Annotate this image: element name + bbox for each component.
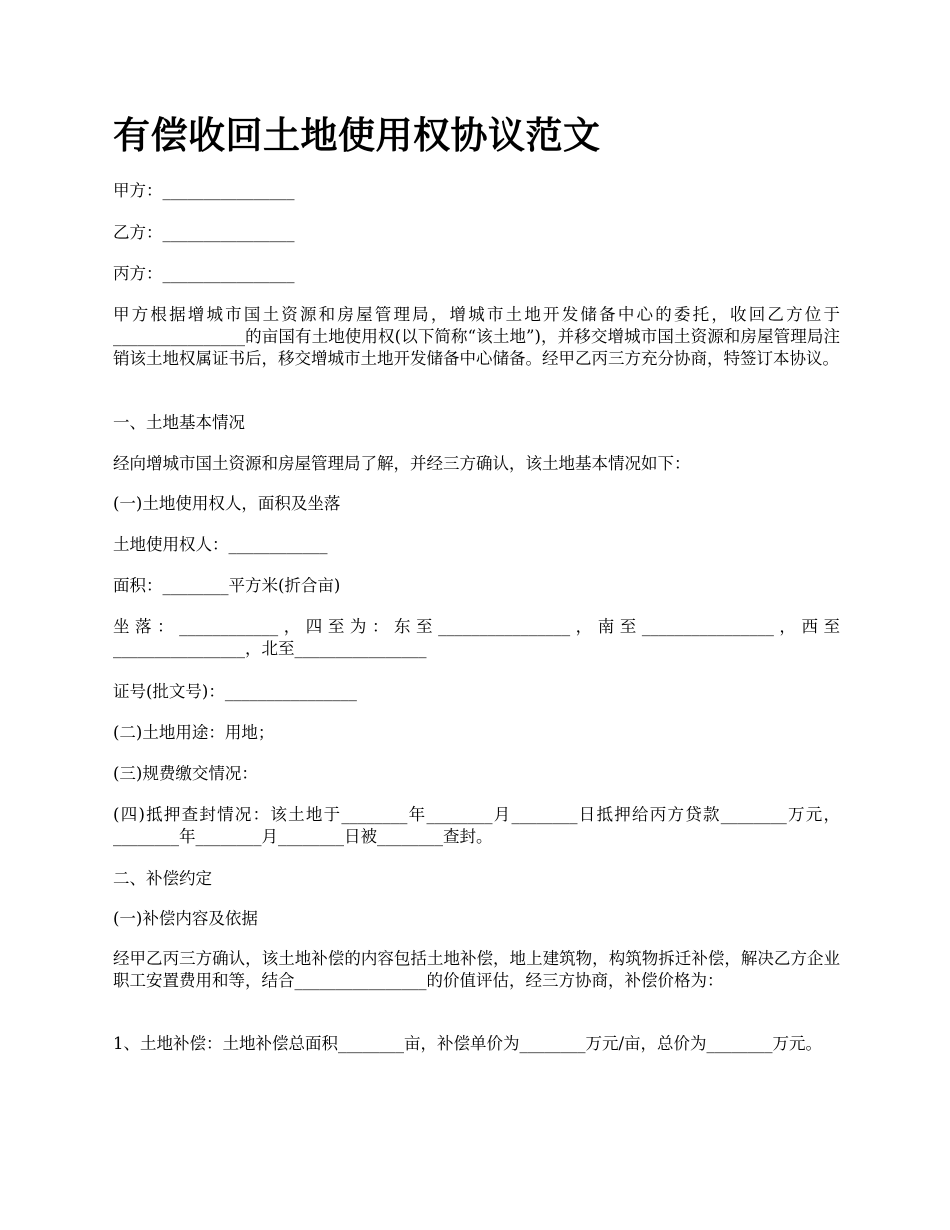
land-user-line: 土地使用权人：____________ — [113, 535, 328, 554]
party-c-line: 丙方：________________ — [113, 264, 295, 283]
document-title: 有偿收回土地使用权协议范文 — [113, 114, 601, 157]
location-paragraph: 坐落：____________，四至为：东至________________，南至________________，西至________________，北至________________ — [113, 617, 840, 658]
item-2-line: (二)土地用途：用地； — [113, 723, 275, 742]
intro-paragraph: 甲方根据增城市国土资源和房屋管理局，增城市土地开发储备中心的委托，收回乙方位于________________的亩国有土地使用权(以下简称“该土地”)，并移交增城市国土资源和房屋管理局注销该土地权属证书后，移交增城市土地开发储备中心储备。经甲乙丙三方充分协商，特签订本协议。 — [113, 305, 840, 368]
area-line: 面积：________平方米(折合亩) — [113, 576, 341, 595]
item-4-paragraph: (四)抵押查封情况：该土地于________年________月________日抵押给丙方贷款________万元，________年________月________日被________查封。 — [113, 805, 840, 846]
item-3-line: (三)规费缴交情况： — [113, 764, 258, 783]
section-1-heading: 一、土地基本情况 — [113, 413, 245, 432]
compensation-paragraph: 经甲乙丙三方确认，该土地补偿的内容包括土地补偿，地上建筑物，构筑物拆迁补偿，解决乙方企业职工安置费用和等，结合________________的价值评估，经三方协商，补偿价格为： — [113, 949, 840, 990]
land-compensation-paragraph: 1、土地补偿：土地补偿总面积________亩，补偿单价为________万元/亩，总价为________万元。 — [113, 1034, 823, 1053]
certificate-line: 证号(批文号)：________________ — [113, 682, 357, 701]
party-b-line: 乙方：________________ — [113, 223, 295, 242]
section-2-item-1-heading: (一)补偿内容及依据 — [113, 909, 258, 928]
section-1-intro: 经向增城市国土资源和房屋管理局了解，并经三方确认，该土地基本情况如下： — [113, 454, 691, 473]
item-1-heading: (一)土地使用权人，面积及坐落 — [113, 494, 341, 513]
section-2-heading: 二、补偿约定 — [113, 869, 212, 888]
party-a-line: 甲方：________________ — [113, 181, 295, 200]
